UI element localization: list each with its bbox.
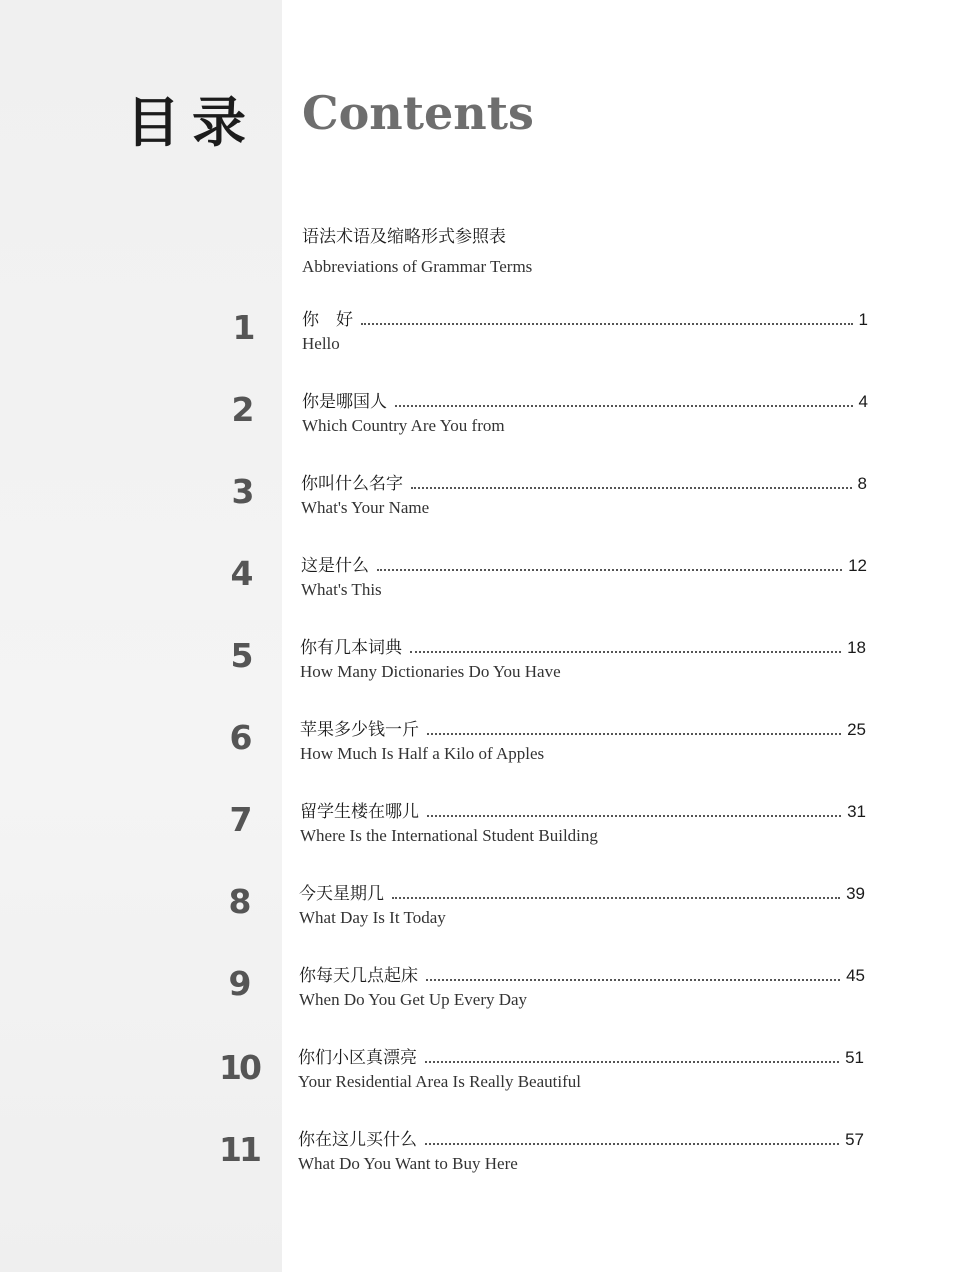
abbreviations-title-chinese: 语法术语及缩略形式参照表 — [302, 227, 506, 247]
leader-dots — [410, 651, 841, 653]
lesson-title-english: How Many Dictionaries Do You Have — [300, 662, 561, 681]
lesson-number: 8 — [228, 882, 252, 921]
lesson-title-english: How Much Is Half a Kilo of Apples — [300, 744, 545, 763]
toc-entry[interactable] — [302, 386, 868, 446]
page-number: 39 — [846, 884, 865, 903]
page-number: 57 — [845, 1130, 864, 1149]
page-number: 25 — [847, 720, 866, 739]
toc-entry[interactable] — [299, 960, 865, 1020]
lesson-title-chinese: 你叫什么名字 — [301, 474, 403, 494]
leader-dots — [395, 405, 853, 407]
toc-entry[interactable] — [302, 304, 868, 364]
page-number: 45 — [846, 966, 865, 985]
toc-entry[interactable] — [301, 468, 867, 528]
toc-entry[interactable] — [300, 714, 866, 774]
toc-entry[interactable] — [301, 550, 867, 610]
lesson-title-english: Hello — [302, 334, 340, 353]
lesson-title-english: What Do You Want to Buy Here — [298, 1154, 518, 1173]
page-number: 1 — [858, 310, 868, 329]
lesson-number: 1 — [232, 308, 256, 347]
leader-dots — [377, 569, 842, 571]
page-number: 4 — [858, 392, 868, 411]
lesson-title-english: What Day Is It Today — [299, 908, 446, 927]
lesson-number: 11 — [219, 1130, 259, 1169]
page-title-english: Contents — [302, 86, 534, 140]
toc-entry[interactable] — [298, 1124, 864, 1184]
page-number: 18 — [847, 638, 866, 657]
lesson-title-chinese: 你们小区真漂亮 — [298, 1048, 417, 1068]
lesson-number: 4 — [230, 554, 254, 593]
leader-dots — [392, 897, 840, 899]
lesson-title-english: When Do You Get Up Every Day — [299, 990, 528, 1009]
lesson-title-chinese: 留学生楼在哪儿 — [300, 802, 419, 822]
lesson-number: 9 — [228, 964, 252, 1003]
leader-dots — [426, 979, 840, 981]
toc-entry[interactable] — [300, 632, 866, 692]
lesson-title-chinese: 你是哪国人 — [302, 392, 387, 412]
page-number: 51 — [845, 1048, 864, 1067]
leader-dots — [427, 733, 841, 735]
lesson-title-english: Your Residential Area Is Really Beautiful — [298, 1072, 581, 1091]
lesson-title-chinese: 你在这儿买什么 — [298, 1130, 417, 1150]
lesson-number: 10 — [219, 1048, 259, 1087]
abbreviations-title-english: Abbreviations of Grammar Terms — [302, 257, 533, 276]
page-title-chinese: 目录 — [126, 91, 258, 154]
lesson-title-chinese: 今天星期几 — [299, 884, 384, 904]
leader-dots — [425, 1143, 839, 1145]
toc-entry[interactable] — [298, 1042, 864, 1102]
lesson-number: 6 — [229, 718, 253, 757]
lesson-number: 2 — [231, 390, 255, 429]
lesson-number: 3 — [231, 472, 255, 511]
toc-entry[interactable] — [300, 796, 866, 856]
page-number: 12 — [848, 556, 867, 575]
toc-entry[interactable] — [299, 878, 865, 938]
lesson-title-english: What's This — [301, 580, 382, 599]
lesson-title-chinese: 苹果多少钱一斤 — [300, 720, 419, 740]
lesson-number: 5 — [230, 636, 254, 675]
lesson-title-english: Which Country Are You from — [302, 416, 505, 435]
lesson-title-english: Where Is the International Student Building — [300, 826, 598, 845]
lesson-title-chinese: 这是什么 — [301, 556, 369, 576]
page-number: 31 — [847, 802, 866, 821]
leader-dots — [427, 815, 841, 817]
lesson-title-chinese: 你每天几点起床 — [299, 966, 418, 986]
lesson-title-chinese: 你有几本词典 — [300, 638, 402, 658]
lesson-number: 7 — [229, 800, 253, 839]
lesson-title-chinese: 你 好 — [302, 310, 353, 330]
leader-dots — [411, 487, 852, 489]
abbreviations-entry[interactable] — [302, 222, 532, 277]
leader-dots — [425, 1061, 839, 1063]
leader-dots — [361, 323, 853, 325]
page-number: 8 — [857, 474, 867, 493]
lesson-title-english: What's Your Name — [301, 498, 430, 517]
